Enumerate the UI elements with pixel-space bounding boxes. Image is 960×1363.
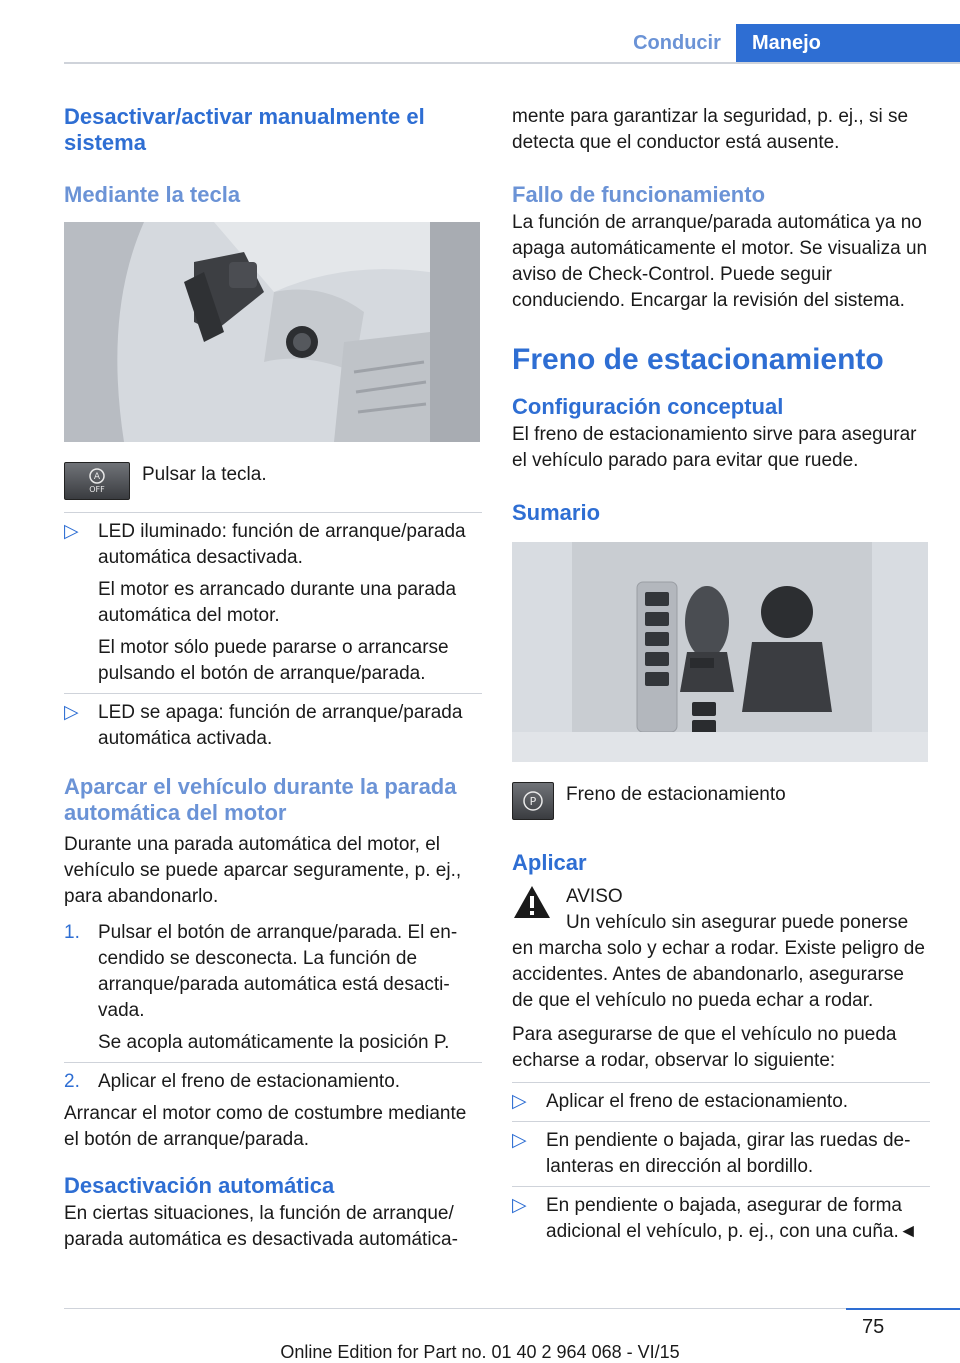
step-number: 2. [64,1071,80,1092]
heading-tecla: Mediante la tecla [64,182,241,207]
heading-manual: Desactivar/activar manualmente el sistema [64,104,425,155]
heading-freno: Freno de estacionamiento [512,343,884,376]
auto-start-stop-off-label: OFF [89,485,105,494]
paragraph-fallo: La función de arranque/parada automática ya no apaga automáticamente el motor. Se visualiza un aviso de Check-Control. Puede seguir conduciendo. Encargar la revisión del sistema. [512,212,928,311]
warning-title: AVISO [566,886,623,907]
warning-text-line1: Un vehículo sin asegurar puede ponerse [566,912,909,933]
list-separator [64,693,482,694]
step-text: Pulsar el botón de arranque/parada. El encendido se desconecta. La función de arranque/parada automática está desactivada. [98,922,458,1021]
freno-caption: Freno de estacionamiento [566,784,786,805]
list-item-text: Aplicar el freno de estacionamiento. [546,1091,849,1112]
freno-row [512,782,930,820]
console-image [512,542,928,762]
list-separator [64,1062,482,1063]
triangle-bullet-icon: ▷ [512,1195,527,1216]
step-item [64,920,482,1056]
warning-block [512,884,930,936]
left-column [64,104,482,1253]
header-tab-active: Manejo [736,24,960,62]
heading-aparcar: Aparcar el vehículo durante la parada automática del motor [64,774,457,825]
paragraph-arrancar: Arrancar el motor como de costumbre mediante el botón de arranque/parada. [64,1103,467,1150]
triangle-bullet-icon: ▷ [64,702,79,723]
paragraph-config: El freno de estacionamiento sirve para asegurar el vehículo parado para evitar que ruede. [512,424,917,471]
step-number: 1. [64,922,80,943]
header-tab-section: Conducir [633,32,721,54]
triangle-bullet-icon: ▷ [64,521,79,542]
warning-text: en marcha solo y echar a rodar. Existe peligro de accidentes. Antes de abandonarlo, asegurarse de que el vehículo no pueda echar a rodar. [512,938,925,1011]
page-number: 75 [862,1316,885,1338]
console-illustration [512,542,928,762]
footer-accent-rule [846,1308,960,1310]
list-item-text: LED iluminado: función de arranque/parada automática desactivada. [98,521,466,568]
svg-text:A: A [93,472,101,482]
steering-column-image [64,222,480,442]
list-item [64,700,482,752]
triangle-bullet-icon: ▷ [512,1130,527,1151]
list-item [64,519,482,687]
edition-line: Online Edition for Part no. 01 40 2 964 068 - VI/15 [280,1342,680,1362]
list-item [512,1128,930,1180]
list-item [512,1089,930,1115]
step-item [64,1069,482,1095]
heading-aplicar: Aplicar [512,850,587,875]
step-sub: Se acopla automáticamente la posición P. [98,1032,450,1053]
heading-sumario: Sumario [512,500,601,525]
paragraph-asegurar: Para asegurarse de que el vehículo no pueda echarse a rodar, observar lo siguiente: [512,1024,897,1071]
paragraph-aparcar: Durante una parada automática del motor, el vehículo se puede aparcar seguramente, p. ej., para abandonarlo. [64,834,462,907]
heading-config: Configuración conceptual [512,394,784,419]
list-item-sub: El motor sólo puede pararse o arrancarse pulsando el botón de arranque/parada. [98,637,449,684]
warning-icon [512,884,552,920]
paragraph-continued: mente para garantizar la seguridad, p. ej., si se detecta que el conductor está ausente. [512,106,909,153]
header-rule [64,62,960,64]
button-caption: Pulsar la tecla. [142,464,267,485]
parking-brake-icon [512,782,554,820]
list-item [512,1193,930,1245]
list-item-text: LED se apaga: función de arranque/parada automática activada. [98,702,463,749]
list-separator [64,512,482,513]
heading-desactivacion: Desactivación automática [64,1173,335,1198]
svg-text:P: P [529,795,537,808]
list-item-sub: El motor es arrancado durante una parada automática del motor. [98,579,457,626]
list-separator [512,1082,930,1083]
button-row [64,462,482,500]
triangle-bullet-icon: ▷ [512,1091,527,1112]
list-item-text: En pendiente o bajada, asegurar de forma adicional el vehículo, p. ej., con una cuña.◄ [546,1195,918,1242]
step-text: Aplicar el freno de estacionamiento. [98,1071,401,1092]
heading-fallo: Fallo de funcionamiento [512,182,766,207]
footer-rule [64,1308,846,1309]
steering-illustration [64,222,480,442]
list-separator [512,1186,930,1187]
list-separator [512,1121,930,1122]
paragraph-desactivacion: En ciertas situaciones, la función de arranque/ parada automática es desactivada automática- [64,1203,458,1250]
right-column [512,104,930,1245]
list-item-text: En pendiente o bajada, girar las ruedas delanteras en dirección al bordillo. [546,1130,911,1177]
auto-start-stop-off-icon [64,462,130,500]
